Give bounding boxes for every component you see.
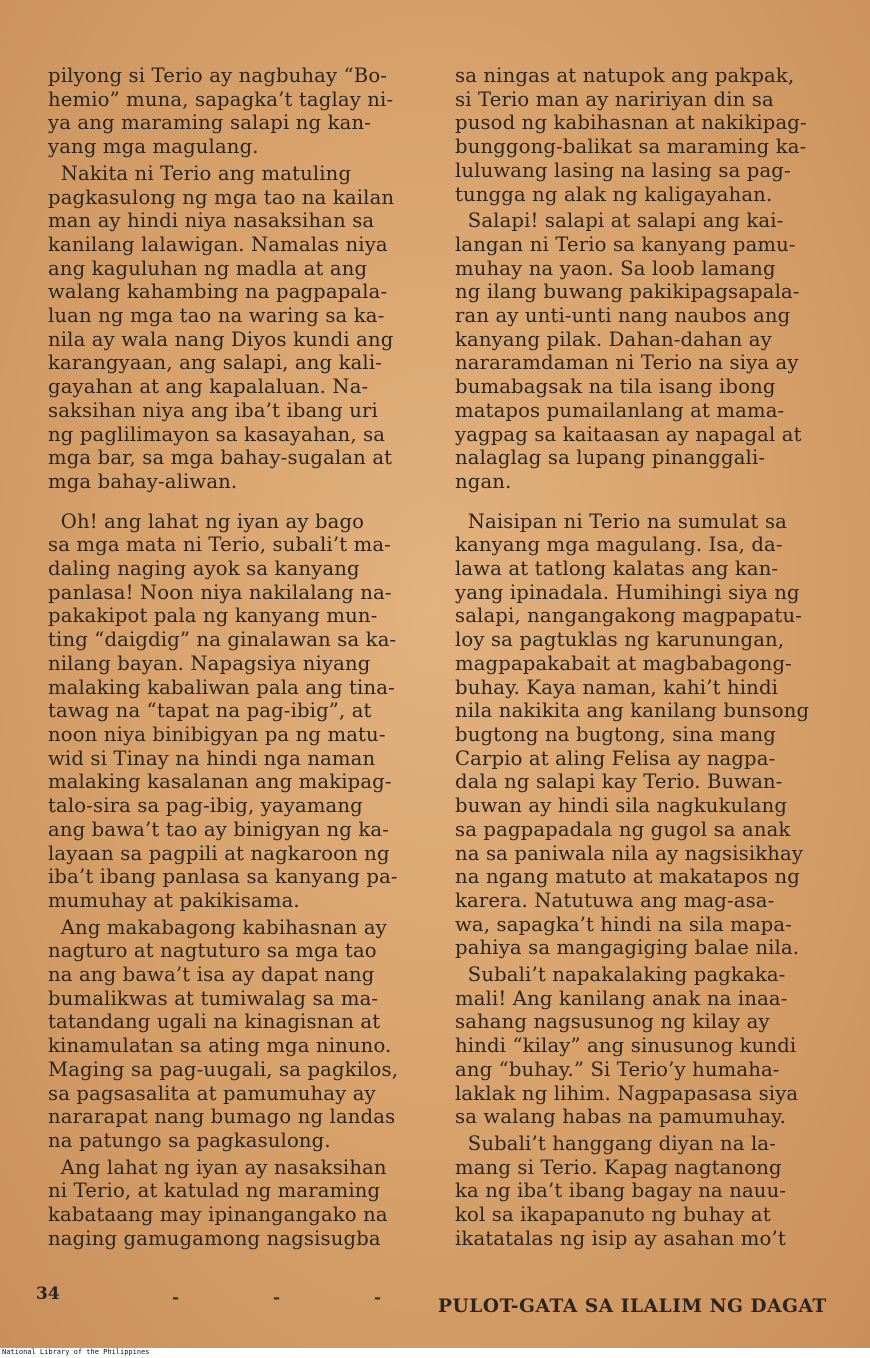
text-line: walang kahambing na pagpapala- bbox=[48, 280, 388, 304]
text-line: daling naging ayok sa kanyang bbox=[48, 557, 360, 581]
text-line: gayahan at ang kapalaluan. Na- bbox=[48, 375, 369, 399]
text-line: pusod ng kabihasnan at nakikipag- bbox=[455, 111, 807, 135]
paragraph bbox=[455, 64, 845, 206]
paragraph bbox=[48, 1156, 438, 1251]
text-line: tawag na “tapat na pag-ibig”, at bbox=[48, 699, 372, 723]
text-line: ang bawa’t tao ay binigyan ng ka- bbox=[48, 817, 389, 841]
text-line: nalaglag sa lupang pinanggali- bbox=[455, 446, 766, 470]
text-line: luluwang lasing na lasing sa pag- bbox=[455, 158, 791, 182]
text-line: loy sa pagtuklas ng karunungan, bbox=[455, 628, 785, 652]
text-line: mali! Ang kanilang anak na inaa- bbox=[455, 986, 788, 1010]
text-line: bugtong na bugtong, sina mang bbox=[455, 722, 776, 746]
text-line: ikatatalas ng isip ay asahan mo’t bbox=[455, 1226, 786, 1250]
text-line: Ang lahat ng iyan ay nasaksihan bbox=[48, 1155, 387, 1179]
text-line: Ang makabagong kabihasnan ay bbox=[48, 915, 387, 939]
text-line: Subali’t napakalaking pagkaka- bbox=[455, 963, 786, 987]
text-line: ting “daigdig” na ginalawan sa ka- bbox=[48, 628, 397, 652]
text-line: Oh! ang lahat ng iyan ay bago bbox=[48, 509, 365, 533]
text-line: nila nakikita ang kanilang bunsong bbox=[455, 699, 810, 723]
text-line: buhay. Kaya naman, kahi’t hindi bbox=[455, 675, 779, 699]
text-line: kanilang lalawigan. Namalas niya bbox=[48, 232, 388, 256]
text-line: ngan. bbox=[455, 469, 512, 493]
text-line: Salapi! salapi at salapi ang kai- bbox=[455, 209, 784, 233]
text-line: sa ningas at natupok ang pakpak, bbox=[455, 64, 795, 87]
text-line: hindi “kilay” ang sinusunog kundi bbox=[455, 1034, 797, 1058]
paragraph bbox=[455, 963, 845, 1129]
text-line: karera. Natutuwa ang mag-asa- bbox=[455, 888, 775, 912]
page-number: 34 bbox=[36, 1284, 60, 1304]
text-line: na ngang matuto at makatapos ng bbox=[455, 865, 801, 889]
text-line: muhay na yaon. Sa loob lamang bbox=[455, 256, 776, 280]
text-line: yang mga magulang. bbox=[48, 135, 259, 159]
library-credit: National Library of the Philippines bbox=[2, 1348, 150, 1356]
paragraph-gap bbox=[48, 494, 438, 510]
text-line: na ang bawa’t isa ay dapat nang bbox=[48, 963, 375, 987]
text-line: Maging sa pag-uugali, sa pagkilos, bbox=[48, 1057, 399, 1081]
text-line: ran ay unti-unti nang naubos ang bbox=[455, 304, 791, 328]
text-line: bumalikwas at tumiwalag sa ma- bbox=[48, 986, 379, 1010]
text-line: lawa at tatlong kalatas ang kan- bbox=[455, 557, 779, 581]
text-line: malaking kasalanan ang makipag- bbox=[48, 770, 392, 794]
text-line: langan ni Terio sa kanyang pamu- bbox=[455, 232, 796, 256]
text-line: na patungo sa pagkasulong. bbox=[48, 1128, 331, 1152]
paragraph bbox=[455, 510, 845, 960]
paragraph bbox=[455, 1132, 845, 1251]
text-line: naging gamugamong nagsisugba bbox=[48, 1226, 381, 1250]
paragraph bbox=[48, 162, 438, 494]
text-line: ang kaguluhan ng madla at ang bbox=[48, 256, 368, 280]
text-line: sa walang habas na pamumuhay. bbox=[455, 1105, 787, 1129]
text-line: kol sa ikapapanuto ng buhay at bbox=[455, 1203, 771, 1227]
text-line: sahang nagsusunog ng kilay ay bbox=[455, 1010, 770, 1034]
text-line: pilyong si Terio ay nagbuhay “Bo- bbox=[48, 64, 388, 87]
text-line: layaan sa pagpili at nagkaroon ng bbox=[48, 841, 390, 865]
text-line: sa pagpapadala ng gugol sa anak bbox=[455, 817, 791, 841]
text-line: ng paglilimayon sa kasayahan, sa bbox=[48, 422, 386, 446]
text-line: saksihan niya ang iba’t ibang uri bbox=[48, 398, 378, 422]
paragraph bbox=[48, 916, 438, 1153]
text-line: mang si Terio. Kapag nagtanong bbox=[455, 1155, 782, 1179]
text-line: kinamulatan sa ating mga ninuno. bbox=[48, 1034, 392, 1058]
text-line: noon niya binibigyan pa ng matu- bbox=[48, 722, 386, 746]
footer-ornament: - - - bbox=[172, 1288, 426, 1308]
text-line: panlasa! Noon niya nakilalang na- bbox=[48, 580, 392, 604]
text-line: karangyaan, ang salapi, ang kali- bbox=[48, 351, 383, 375]
text-line: wa, sapagka’t hindi na sila mapa- bbox=[455, 912, 792, 936]
text-line: pagkasulong ng mga tao na kailan bbox=[48, 185, 395, 209]
text-line: laklak ng lihim. Nagpapasasa siya bbox=[455, 1081, 799, 1105]
text-line: kanyang pilak. Dahan-dahan ay bbox=[455, 327, 772, 351]
text-line: mga bar, sa mga bahay-sugalan at bbox=[48, 446, 393, 470]
text-line: si Terio man ay naririyan din sa bbox=[455, 87, 774, 111]
text-line: Carpio at aling Felisa ay nagpa- bbox=[455, 746, 776, 770]
paragraph bbox=[48, 510, 438, 913]
text-line: buwan ay hindi sila nagkukulang bbox=[455, 794, 788, 818]
text-line: sa mga mata ni Terio, subali’t ma- bbox=[48, 533, 391, 557]
text-line: pakakipot pala ng kanyang mun- bbox=[48, 604, 378, 628]
text-line: ng ilang buwang pakikipagsapala- bbox=[455, 280, 800, 304]
text-line: nila ay wala nang Diyos kundi ang bbox=[48, 327, 394, 351]
text-line: malaking kabaliwan pala ang tina- bbox=[48, 675, 395, 699]
text-line: nararamdaman ni Terio na siya ay bbox=[455, 351, 799, 375]
text-line: tatandang ugali na kinagisnan at bbox=[48, 1010, 381, 1034]
text-line: Subali’t hanggang diyan na la- bbox=[455, 1131, 776, 1155]
text-line: kabataang may ipinangangako na bbox=[48, 1203, 388, 1227]
text-line: Nakita ni Terio ang matuling bbox=[48, 161, 352, 185]
text-line: na sa paniwala nila ay nagsisikhay bbox=[455, 841, 804, 865]
text-line: magpapakabait at magbabagong- bbox=[455, 651, 792, 675]
text-line: wid si Tinay na hindi nga naman bbox=[48, 746, 376, 770]
text-line: bunggong-balikat sa maraming ka- bbox=[455, 135, 807, 159]
text-line: nararapat nang bumago ng landas bbox=[48, 1105, 396, 1129]
text-line: ya ang maraming salapi ng kan- bbox=[48, 111, 372, 135]
text-line: salapi, nangangakong magpapatu- bbox=[455, 604, 803, 628]
text-line: ka ng iba’t ibang bagay na nauu- bbox=[455, 1179, 787, 1203]
text-line: iba’t ibang panlasa sa kanyang pa- bbox=[48, 865, 398, 889]
paragraph-gap bbox=[455, 494, 845, 510]
text-line: talo-sira sa pag-ibig, yayamang bbox=[48, 794, 363, 818]
text-line: matapos pumailanlang at mama- bbox=[455, 398, 785, 422]
text-line: luan ng mga tao na waring sa ka- bbox=[48, 304, 385, 328]
text-line: ni Terio, at katulad ng maraming bbox=[48, 1179, 381, 1203]
text-line: kanyang mga magulang. Isa, da- bbox=[455, 533, 783, 557]
text-line: sa pagsasalita at pamumuhay ay bbox=[48, 1081, 376, 1105]
text-line: mga bahay-aliwan. bbox=[48, 469, 238, 493]
text-line: mumuhay at pakikisama. bbox=[48, 888, 300, 912]
paragraph bbox=[48, 64, 438, 159]
text-line: yang ipinadala. Humihingi siya ng bbox=[455, 580, 800, 604]
credit-strip bbox=[0, 1348, 870, 1358]
text-line: bumabagsak na tila isang ibong bbox=[455, 375, 776, 399]
text-line: tungga ng alak ng kaligayahan. bbox=[455, 182, 773, 206]
right-text-column bbox=[455, 64, 845, 1250]
left-text-column bbox=[48, 64, 438, 1250]
text-line: hemio” muna, sapagka’t taglay ni- bbox=[48, 87, 394, 111]
text-line: dala ng salapi kay Terio. Buwan- bbox=[455, 770, 783, 794]
text-line: man ay hindi niya nasaksihan sa bbox=[48, 209, 375, 233]
text-line: yagpag sa kaitaasan ay napagal at bbox=[455, 422, 802, 446]
running-footer-title: PULOT-GATA SA ILALIM NG DAGAT bbox=[438, 1296, 827, 1317]
text-line: Naisipan ni Terio na sumulat sa bbox=[455, 509, 787, 533]
text-line: nilang bayan. Napagsiya niyang bbox=[48, 651, 371, 675]
text-line: ang “buhay.” Si Terio’y humaha- bbox=[455, 1057, 780, 1081]
text-line: pahiya sa mangagiging balae nila. bbox=[455, 936, 800, 960]
text-line: nagturo at nagtuturo sa mga tao bbox=[48, 939, 377, 963]
paragraph bbox=[455, 209, 845, 493]
